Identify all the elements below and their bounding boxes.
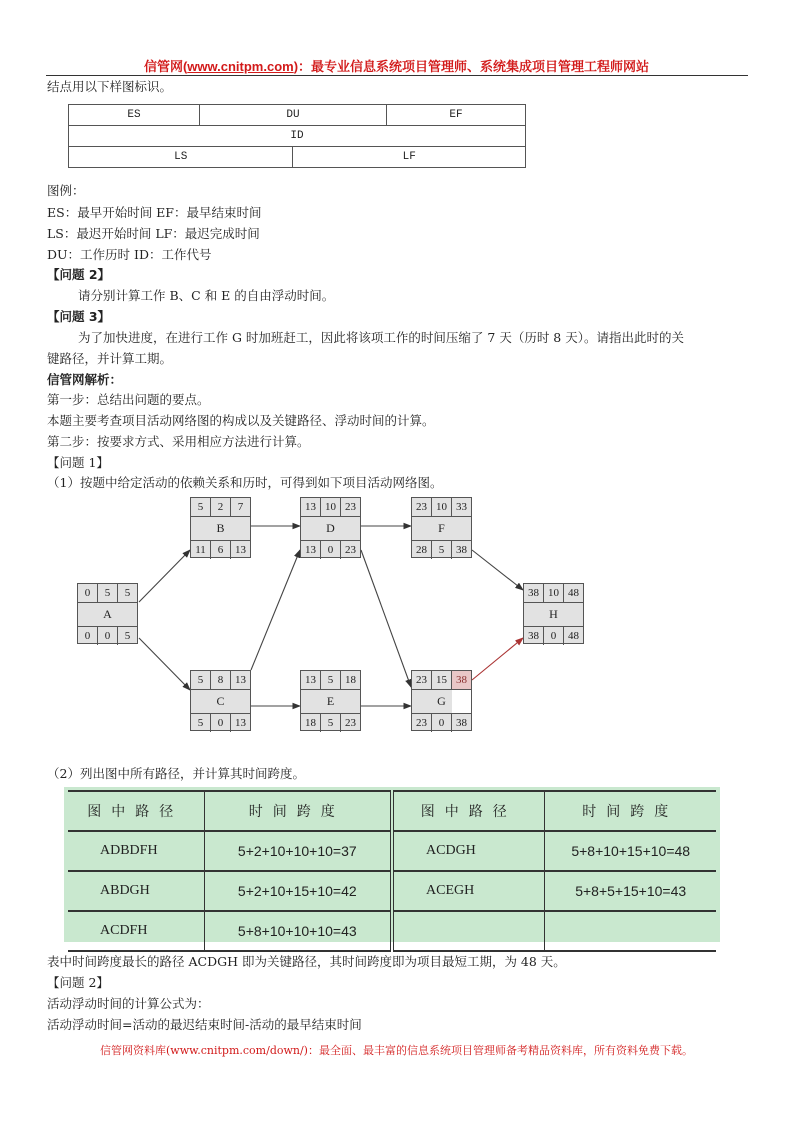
node-a xyxy=(77,583,138,644)
node-d-ls: 13 xyxy=(301,541,321,559)
node-e-lf: 23 xyxy=(345,717,356,729)
path-cell: ABDGH xyxy=(68,871,204,911)
span-cell: 5+2+10+15+10=42 xyxy=(204,871,392,911)
legend-ls: LS xyxy=(69,147,293,168)
header-link[interactable]: www.cnitpm.com xyxy=(187,59,294,74)
header-path-2: 图中路径 xyxy=(392,791,545,831)
node-f-tf: 5 xyxy=(432,541,452,559)
q3-heading: 【问题 3】 xyxy=(47,309,111,324)
header-span-1: 时间跨度 xyxy=(204,791,392,831)
node-b-tf: 6 xyxy=(211,541,231,559)
span-cell: 5+8+5+15+10=43 xyxy=(545,871,716,911)
q1-paragraph-2: （2）列出图中所有路径，并计算其时间跨度。 xyxy=(47,766,305,781)
node-f-lf: 38 xyxy=(456,544,467,556)
header-span-2: 时间跨度 xyxy=(545,791,716,831)
node-b-es: 5 xyxy=(191,498,211,516)
q2-answer-heading: 【问题 2】 xyxy=(47,975,109,990)
node-legend-table xyxy=(68,104,526,168)
node-f-es: 23 xyxy=(412,498,432,516)
q1-paragraph-1: （1）按题中给定活动的依赖关系和历时，可得到如下项目活动网络图。 xyxy=(47,475,443,490)
node-d xyxy=(300,497,361,558)
legend-title: 图例： xyxy=(47,183,85,198)
header-path-1: 图中路径 xyxy=(68,791,204,831)
node-c-du: 8 xyxy=(211,671,231,689)
node-e-du: 5 xyxy=(321,671,341,689)
analysis-summary: 本题主要考查项目活动网络图的构成以及关键路径、浮动时间的计算。 xyxy=(47,413,435,428)
node-g-es: 23 xyxy=(412,671,432,689)
page-footer: 信管网资料库(www.cnitpm.com/down/)：最全面、最丰富的信息系统项目管理师备考精品资料库，所有资料免费下载。 xyxy=(100,1044,693,1057)
node-h xyxy=(523,583,584,644)
path-cell: ACDFH xyxy=(68,911,204,951)
node-h-du: 10 xyxy=(544,584,564,602)
span-cell: 5+8+10+10+10=43 xyxy=(204,911,392,951)
node-g xyxy=(411,670,472,731)
node-a-tf: 0 xyxy=(98,627,118,645)
path-cell: ADBDFH xyxy=(68,831,204,871)
node-g-ef: 38 xyxy=(452,671,471,689)
legend-id: ID xyxy=(69,126,526,147)
node-b-id: B xyxy=(191,517,250,541)
node-e-es: 13 xyxy=(301,671,321,689)
conclusion-text: 表中时间跨度最长的路径 ACDGH 即为关键路径，其时间跨度即为项目最短工期，为 48 天。 xyxy=(47,954,566,969)
node-g-du: 15 xyxy=(432,671,452,689)
q3-text-2: 键路径，并计算工期。 xyxy=(47,351,173,366)
node-g-tf: 0 xyxy=(432,714,452,732)
node-b-ef: 7 xyxy=(237,501,244,513)
node-a-ls: 0 xyxy=(78,627,98,645)
path-cell: ACDGH xyxy=(392,831,545,871)
paths-table-header xyxy=(68,791,716,831)
formula-intro: 活动浮动时间的计算公式为： xyxy=(47,996,210,1011)
node-g-lf: 38 xyxy=(456,717,467,729)
legend-line-1: ES：最早开始时间 EF：最早结束时间 xyxy=(47,205,262,220)
paths-table xyxy=(68,790,716,952)
legend-ef: EF xyxy=(387,105,526,126)
intro-text: 结点用以下样图标识。 xyxy=(47,79,173,94)
node-a-du: 5 xyxy=(98,584,118,602)
node-h-tf: 0 xyxy=(544,627,564,645)
node-h-lf: 48 xyxy=(568,630,579,642)
node-d-ef: 23 xyxy=(345,501,356,513)
node-e-tf: 5 xyxy=(321,714,341,732)
node-c-id: C xyxy=(191,690,250,714)
node-c-tf: 0 xyxy=(211,714,231,732)
q1-heading: 【问题 1】 xyxy=(47,455,109,470)
analysis-step2: 第二步：按要求方式、采用相应方法进行计算。 xyxy=(47,434,310,449)
node-d-tf: 0 xyxy=(321,541,341,559)
node-e-ls: 18 xyxy=(301,714,321,732)
node-f-id: F xyxy=(412,517,471,541)
legend-du: DU xyxy=(200,105,387,126)
q2-heading: 【问题 2】 xyxy=(47,267,111,282)
span-cell: 5+2+10+10+10=37 xyxy=(204,831,392,871)
q3-text-1: 为了加快进度，在进行工作 G 时加班赶工，因此将该项工作的时间压缩了 7 天（历时 8 天）。请指出此时的关 xyxy=(78,330,684,345)
node-f-du: 10 xyxy=(432,498,452,516)
node-e-id: E xyxy=(301,690,360,714)
span-cell: 5+8+10+15+10=48 xyxy=(545,831,716,871)
node-c xyxy=(190,670,251,731)
header-site: 信管网( xyxy=(143,59,188,74)
node-h-id: H xyxy=(524,603,583,627)
analysis-step1: 第一步：总结出问题的要点。 xyxy=(47,392,210,407)
legend-lf: LF xyxy=(293,147,526,168)
node-a-lf: 5 xyxy=(124,630,131,642)
node-d-du: 10 xyxy=(321,498,341,516)
node-h-es: 38 xyxy=(524,584,544,602)
node-d-id: D xyxy=(301,517,360,541)
node-g-id: G xyxy=(412,690,471,714)
node-d-es: 13 xyxy=(301,498,321,516)
header-divider xyxy=(46,75,748,76)
node-c-es: 5 xyxy=(191,671,211,689)
path-cell: ACEGH xyxy=(392,871,545,911)
node-f xyxy=(411,497,472,558)
activity-network-diagram xyxy=(0,490,793,740)
page-header xyxy=(0,56,793,75)
legend-line-2: LS：最迟开始时间 LF：最迟完成时间 xyxy=(47,226,260,241)
node-a-id: A xyxy=(78,603,137,627)
legend-es: ES xyxy=(69,105,200,126)
span-cell xyxy=(545,911,716,951)
node-f-ls: 28 xyxy=(412,541,432,559)
table-row xyxy=(68,831,716,871)
node-b-ls: 11 xyxy=(191,541,211,559)
node-d-lf: 23 xyxy=(345,544,356,556)
table-row xyxy=(68,871,716,911)
analysis-heading: 信管网解析： xyxy=(47,372,123,387)
header-tagline: )：最专业信息系统项目管理师、系统集成项目管理工程师网站 xyxy=(293,59,650,74)
node-b-du: 2 xyxy=(211,498,231,516)
q2-text: 请分别计算工作 B、C 和 E 的自由浮动时间。 xyxy=(78,288,335,303)
node-c-ef: 13 xyxy=(235,674,246,686)
node-g-ls: 23 xyxy=(412,714,432,732)
node-h-ef: 48 xyxy=(568,587,579,599)
node-b xyxy=(190,497,251,558)
node-h-ls: 38 xyxy=(524,627,544,645)
node-e xyxy=(300,670,361,731)
node-a-es: 0 xyxy=(78,584,98,602)
legend-line-3: DU：工作历时 ID：工作代号 xyxy=(47,247,212,262)
node-b-lf: 13 xyxy=(235,544,246,556)
node-c-ls: 5 xyxy=(191,714,211,732)
node-c-lf: 13 xyxy=(235,717,246,729)
node-f-ef: 33 xyxy=(456,501,467,513)
table-row xyxy=(68,911,716,951)
node-a-ef: 5 xyxy=(124,587,131,599)
path-cell xyxy=(392,911,545,951)
node-e-ef: 18 xyxy=(345,674,356,686)
formula-text: 活动浮动时间=活动的最迟结束时间-活动的最早结束时间 xyxy=(47,1017,362,1032)
